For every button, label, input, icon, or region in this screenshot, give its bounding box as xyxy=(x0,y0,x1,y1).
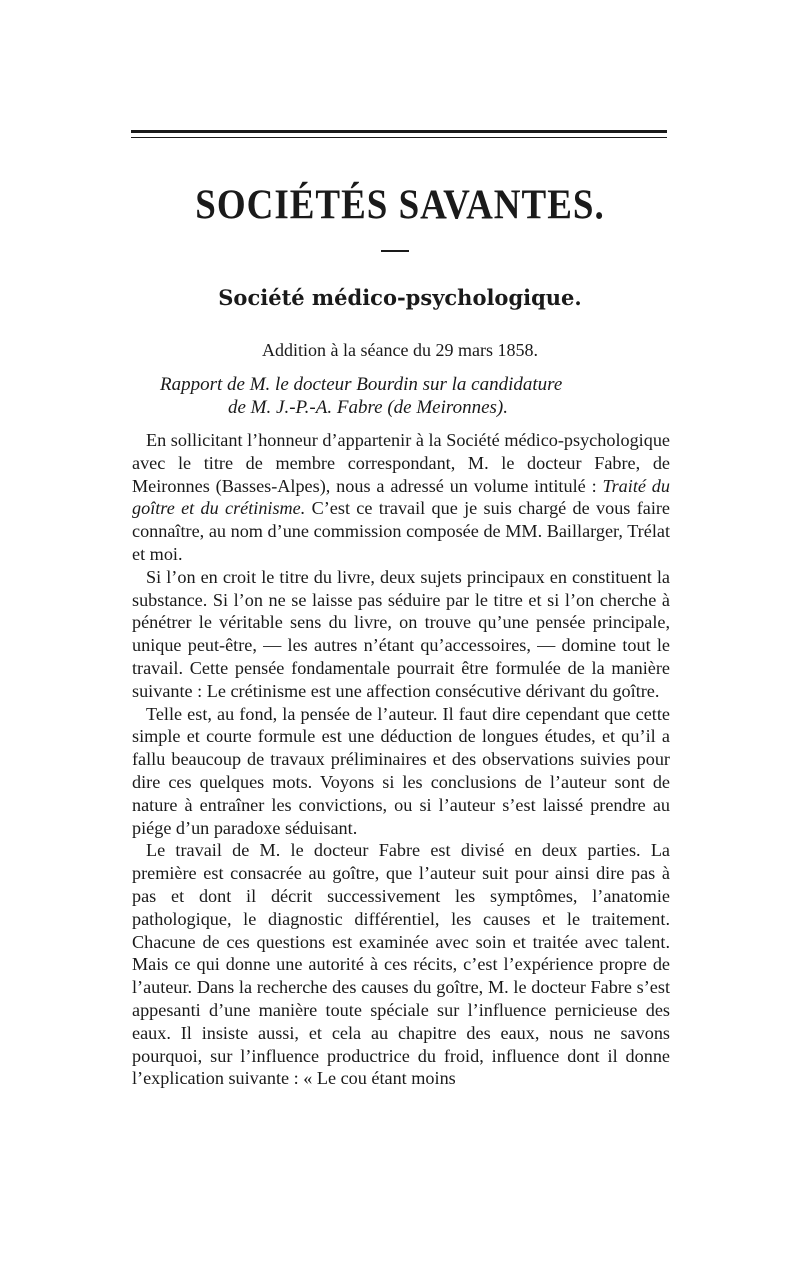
paragraph-3: Telle est, au fond, la pensée de l’auteur. Il faut dire cependant que cette simple et courte formule est une déduction de longues études, et qu’il a fallu beaucoup de travaux préliminaires et des observations suivies pour dire ces quelques mots. Voyons si les conclusions de l’auteur sont de nature à entraîner les convictions, ou si l’auteur s’est laissé prendre au piége d’un paradoxe séduisant. xyxy=(132,703,670,838)
report-heading-line-1: Rapport de M. le docteur Bourdin sur la candidature xyxy=(160,374,563,395)
paragraph-2: Si l’on en croit le titre du livre, deux sujets principaux en constituent la substance. Si l’on ne se laisse pas séduire par le titre et si l’on cherche à pénétrer le véritable sens du livre, on trouve qu’une pensée principale, unique peut-être, — les autres n’étant qu’accessoires, — domine tout le travail. Cette pensée fondamentale pourrait être formulée de la manière suivante : Le crétinisme est une affection consécutive dérivant du goître. xyxy=(132,566,670,701)
top-rule-thick xyxy=(131,130,667,133)
report-heading-line-2: de M. J.-P.-A. Fabre (de Meironnes). xyxy=(228,397,508,418)
paragraph-1-end: C’est ce travail que je suis chargé de vous faire connaître, au nom d’une commission composée de MM. Baillarger, Trélat et moi. xyxy=(132,498,671,564)
book-title: Traité du goître et du crétinisme. xyxy=(132,475,670,519)
top-rule-thin xyxy=(131,137,667,138)
section-subtitle: Société médico-psychologique. xyxy=(218,285,582,310)
page-title: SOCIÉTÉS SAVANTES. xyxy=(195,181,605,230)
article-body xyxy=(132,429,670,1090)
paragraph-1-start: En sollicitant l’honneur d’appartenir à la Société médico-psychologique avec le titre de membre correspondant, M. le docteur Fabre, de Meironnes (Basses-Alpes), nous a adressé un volume intitulé : xyxy=(132,430,670,496)
paragraph-1 xyxy=(132,429,670,566)
report-heading xyxy=(160,373,660,419)
session-note: Addition à la séance du 29 mars 1858. xyxy=(262,340,538,360)
paragraph-4: Le travail de M. le docteur Fabre est divisé en deux parties. La première est consacrée au goître, que l’auteur suit pour ainsi dire pas à pas et dont il décrit successivement les symptômes, l’anatomie pathologique, le diagnostic différentiel, les causes et le traitement. Chacune de ces questions est examinée avec soin et traitée avec talent. Mais ce qui donne une autorité à ces récits, c’est l’expérience propre de l’auteur. Dans la recherche des causes du goître, M. le docteur Fabre s’est appesanti d’une manière toute spéciale sur l’influence pernicieuse des eaux. Il insiste aussi, et cela au chapitre des eaux, nous ne savons pourquoi, sur l’influence productrice du froid, influence dont il donne l’explication suivante : « Le cou étant moins xyxy=(132,840,670,1089)
title-separator xyxy=(381,250,409,252)
